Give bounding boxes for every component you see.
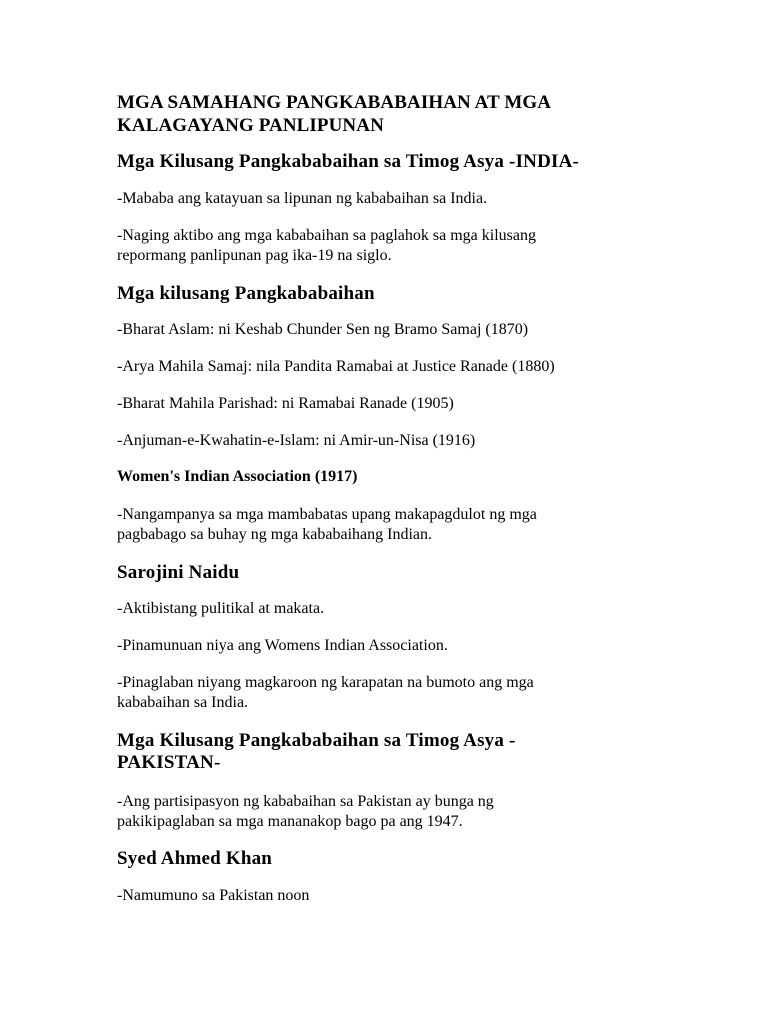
- india-heading: Mga Kilusang Pangkababaihan sa Timog Asya -INDIA-: [117, 151, 580, 172]
- pakistan-paragraph: -Ang partisipasyon ng kababaihan sa Pakistan ay bunga ng pakikipaglaban sa mga mananakop bago pa ang 1947.: [117, 793, 494, 830]
- movement-item: -Bharat Aslam: ni Keshab Chunder Sen ng Bramo Samaj (1870): [117, 321, 529, 338]
- naidu-paragraph-1: -Aktibistang pulitikal at makata.: [117, 600, 325, 617]
- naidu-paragraph-2: -Pinamunuan niya ang Womens Indian Association.: [117, 637, 448, 654]
- movement-item: -Anjuman-e-Kwahatin-e-Islam: ni Amir-un-Nisa (1916): [117, 432, 476, 449]
- india-paragraph-1: -Mababa ang katayuan sa lipunan ng kababaihan sa India.: [117, 190, 488, 207]
- movements-heading: Mga kilusang Pangkababaihan: [117, 283, 375, 304]
- wia-paragraph: -Nangampanya sa mga mambabatas upang makapagdulot ng mga pagbabago sa buhay ng mga kababaihang Indian.: [117, 506, 537, 543]
- india-paragraph-2: -Naging aktibo ang mga kababaihan sa paglahok sa mga kilusang repormang panlipunan pag ika-19 na siglo.: [117, 227, 536, 264]
- movement-item: -Arya Mahila Samaj: nila Pandita Ramabai at Justice Ranade (1880): [117, 358, 555, 375]
- khan-heading: Syed Ahmed Khan: [117, 848, 273, 869]
- movement-item: -Bharat Mahila Parishad: ni Ramabai Ranade (1905): [117, 395, 454, 412]
- naidu-paragraph-3: -Pinaglaban niyang magkaroon ng karapatan na bumoto ang mga kababaihan sa India.: [117, 674, 534, 711]
- khan-paragraph: -Namumuno sa Pakistan noon: [117, 887, 310, 904]
- pakistan-heading: Mga Kilusang Pangkababaihan sa Timog Asya -PAKISTAN-: [117, 730, 516, 773]
- wia-heading: Women's Indian Association (1917): [117, 468, 358, 485]
- document-title: MGA SAMAHANG PANGKABABAIHAN AT MGA KALAGAYANG PANLIPUNAN: [117, 92, 551, 136]
- naidu-heading: Sarojini Naidu: [117, 562, 240, 583]
